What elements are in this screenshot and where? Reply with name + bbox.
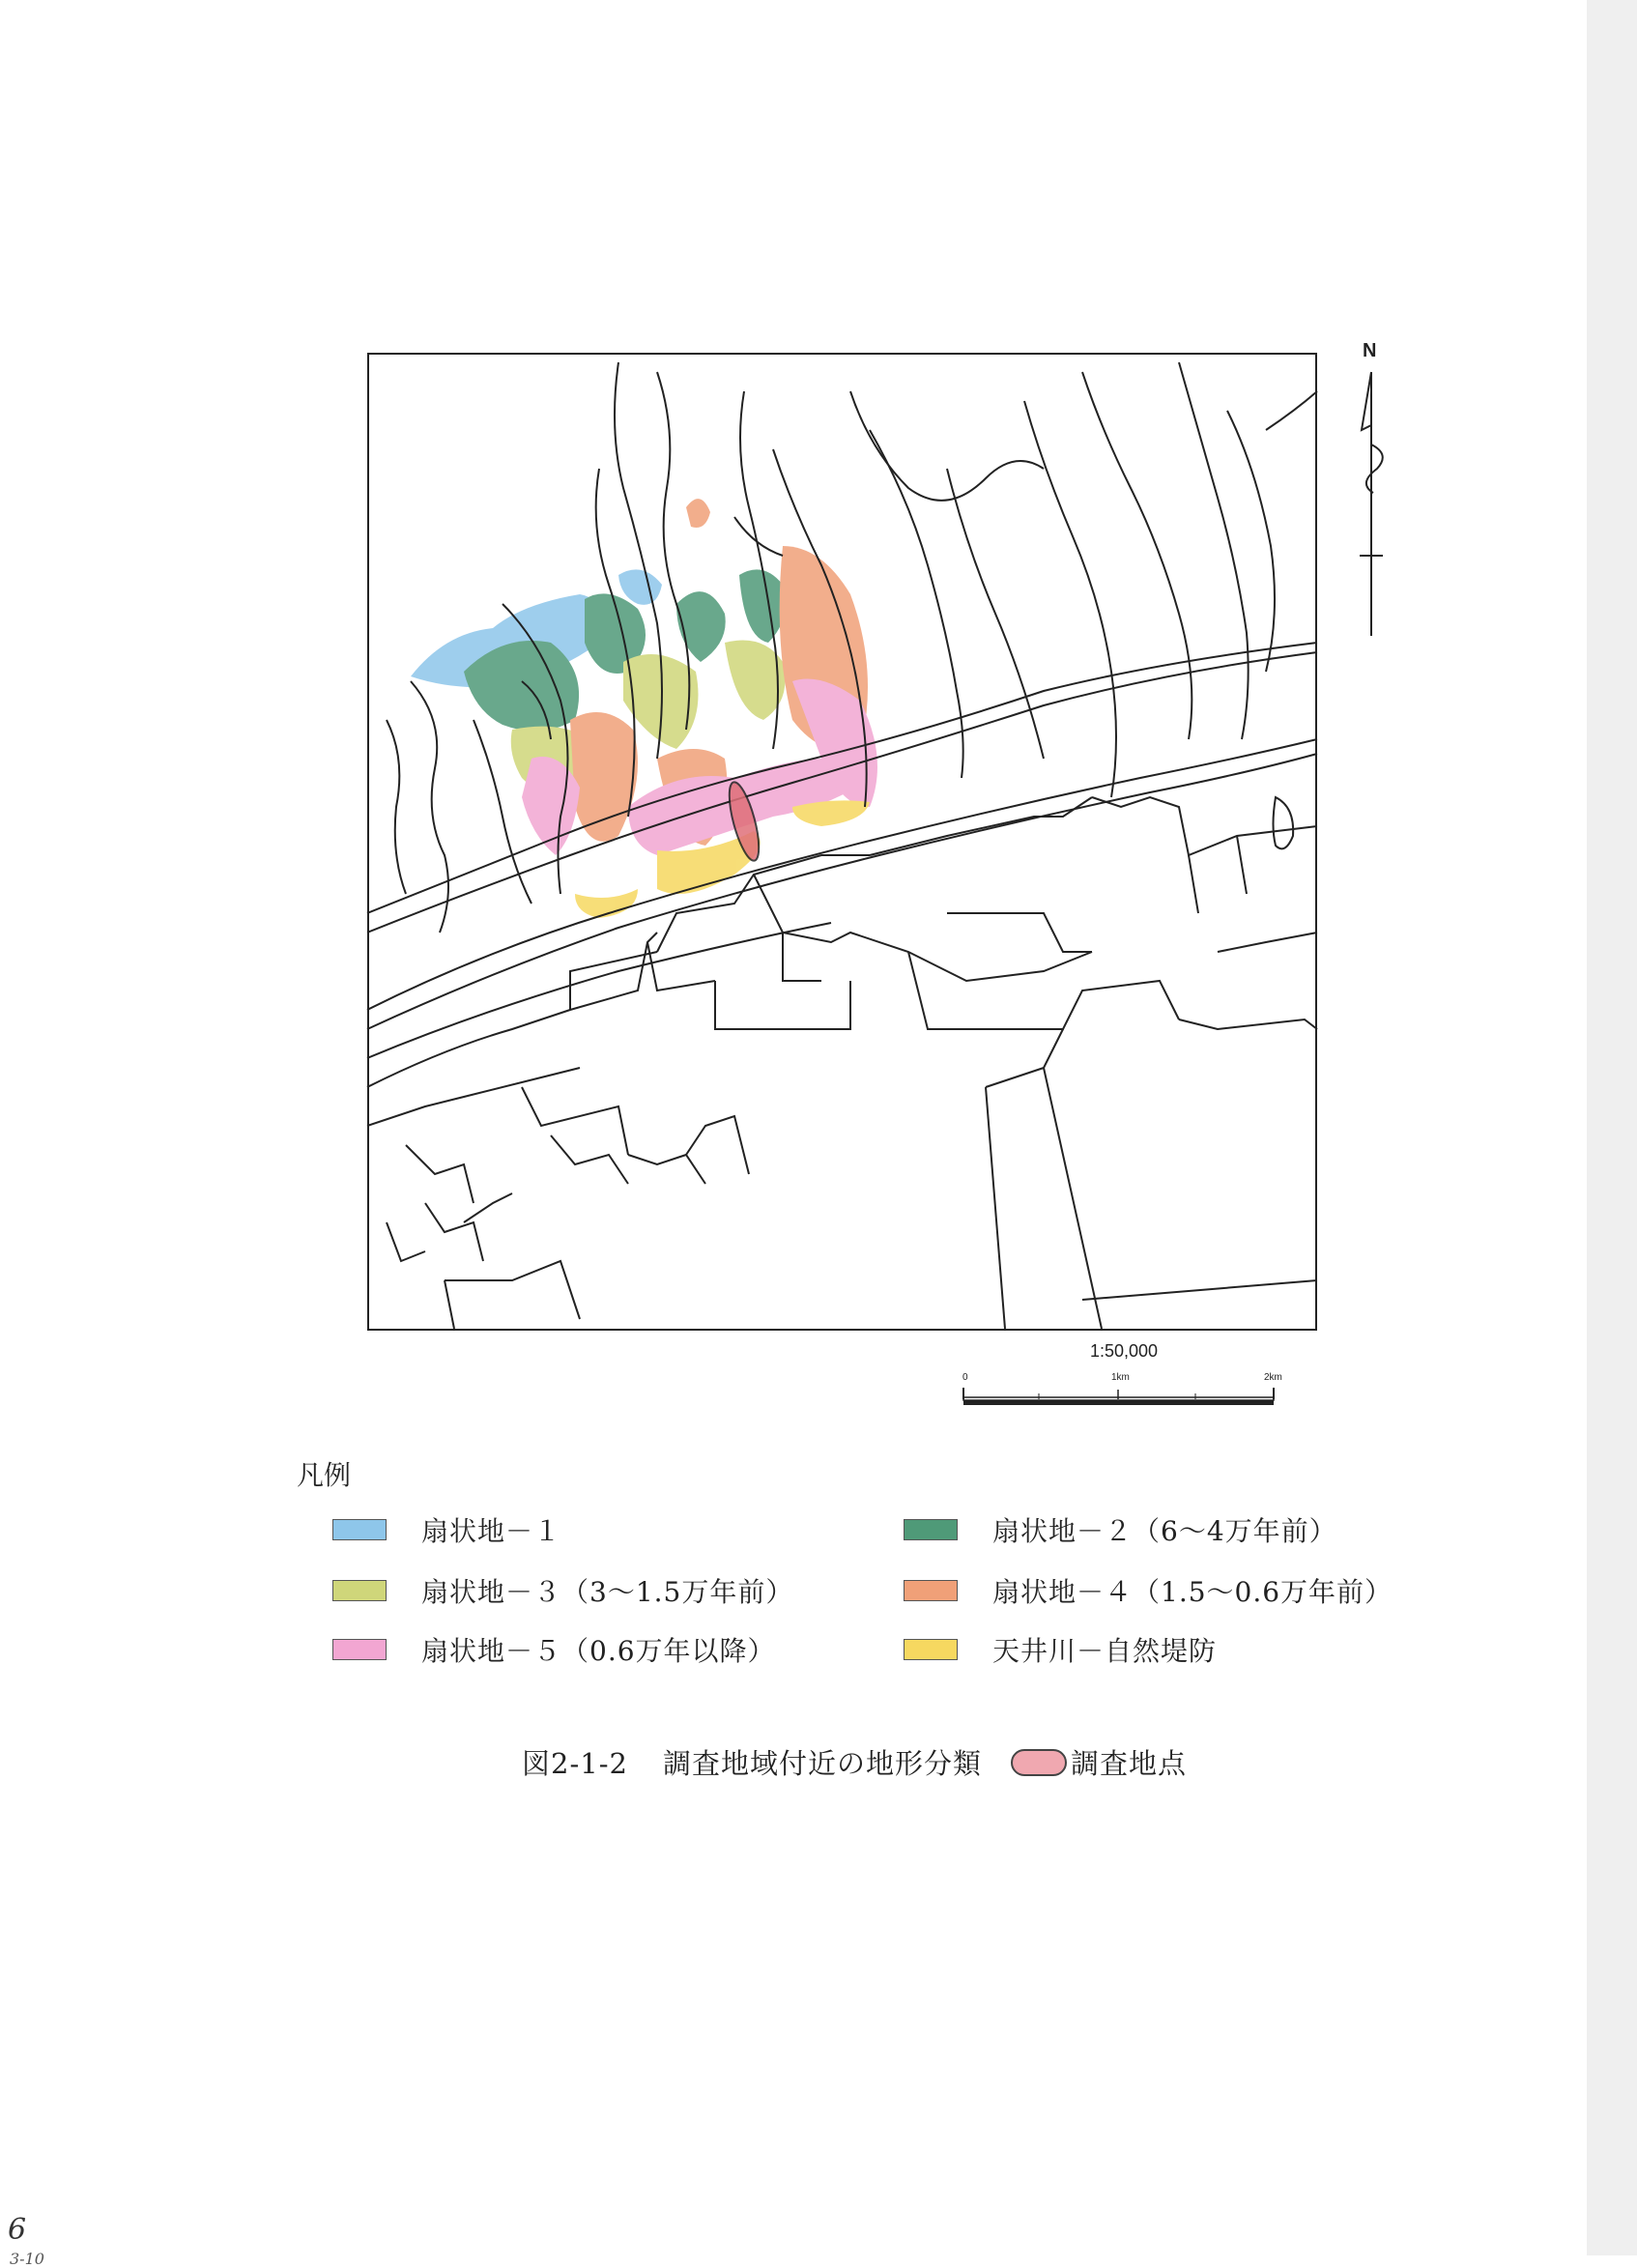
scale-bar <box>962 1388 1276 1407</box>
legend-item-fan-4 <box>904 1573 1393 1608</box>
legend-swatch <box>904 1519 958 1540</box>
legend-swatch <box>332 1639 387 1660</box>
survey-point-legend-icon <box>1011 1749 1067 1776</box>
zone-fan-1b <box>618 569 662 604</box>
legend-item-fan-5 <box>332 1632 776 1667</box>
page-edge <box>1587 0 1637 2255</box>
legend-label: 扇状地－２（6～4万年前） <box>992 1515 1337 1547</box>
legend-title: 凡例 <box>297 1459 352 1491</box>
legend-label: 扇状地－５（0.6万年以降） <box>421 1635 776 1667</box>
legend-label: 天井川－自然堤防 <box>992 1635 1218 1667</box>
scale-ratio: 1:50,000 <box>1090 1341 1159 1361</box>
survey-point-label: 調査地点 <box>1070 1747 1187 1780</box>
map-border <box>368 354 1316 1330</box>
north-arrow-icon <box>1338 338 1406 647</box>
zone-fan-2d <box>739 569 786 643</box>
fan-zones <box>411 499 877 918</box>
legend-swatch <box>332 1519 387 1540</box>
legend-swatch <box>904 1639 958 1660</box>
legend-item-levee <box>904 1632 1217 1667</box>
geomorphology-map <box>367 353 1317 1331</box>
sheet-number: 3-10 <box>10 2250 44 2268</box>
legend-label: 扇状地－３（3～1.5万年前） <box>421 1576 794 1608</box>
legend-item-fan-1 <box>332 1512 561 1547</box>
scale-tick-1km: 1km <box>1111 1372 1130 1383</box>
legend-swatch <box>332 1580 387 1601</box>
legend-item-fan-3 <box>332 1573 793 1608</box>
legend-label: 扇状地－４（1.5～0.6万年前） <box>992 1576 1393 1608</box>
page-number: 6 <box>8 2213 27 2247</box>
zone-fan-4d <box>686 499 710 528</box>
legend-item-fan-2 <box>904 1512 1337 1547</box>
zone-fan-4a <box>570 712 638 842</box>
north-label: N <box>1363 340 1377 361</box>
legend-label: 扇状地－１ <box>421 1515 562 1547</box>
figure-caption <box>522 1742 1187 1782</box>
figure-title: 調査地域付近の地形分類 <box>662 1747 982 1780</box>
figure-number: 図2-1-2 <box>522 1747 628 1780</box>
scale-tick-2km: 2km <box>1264 1372 1282 1383</box>
scale-tick-0: 0 <box>962 1372 968 1383</box>
legend-swatch <box>904 1580 958 1601</box>
